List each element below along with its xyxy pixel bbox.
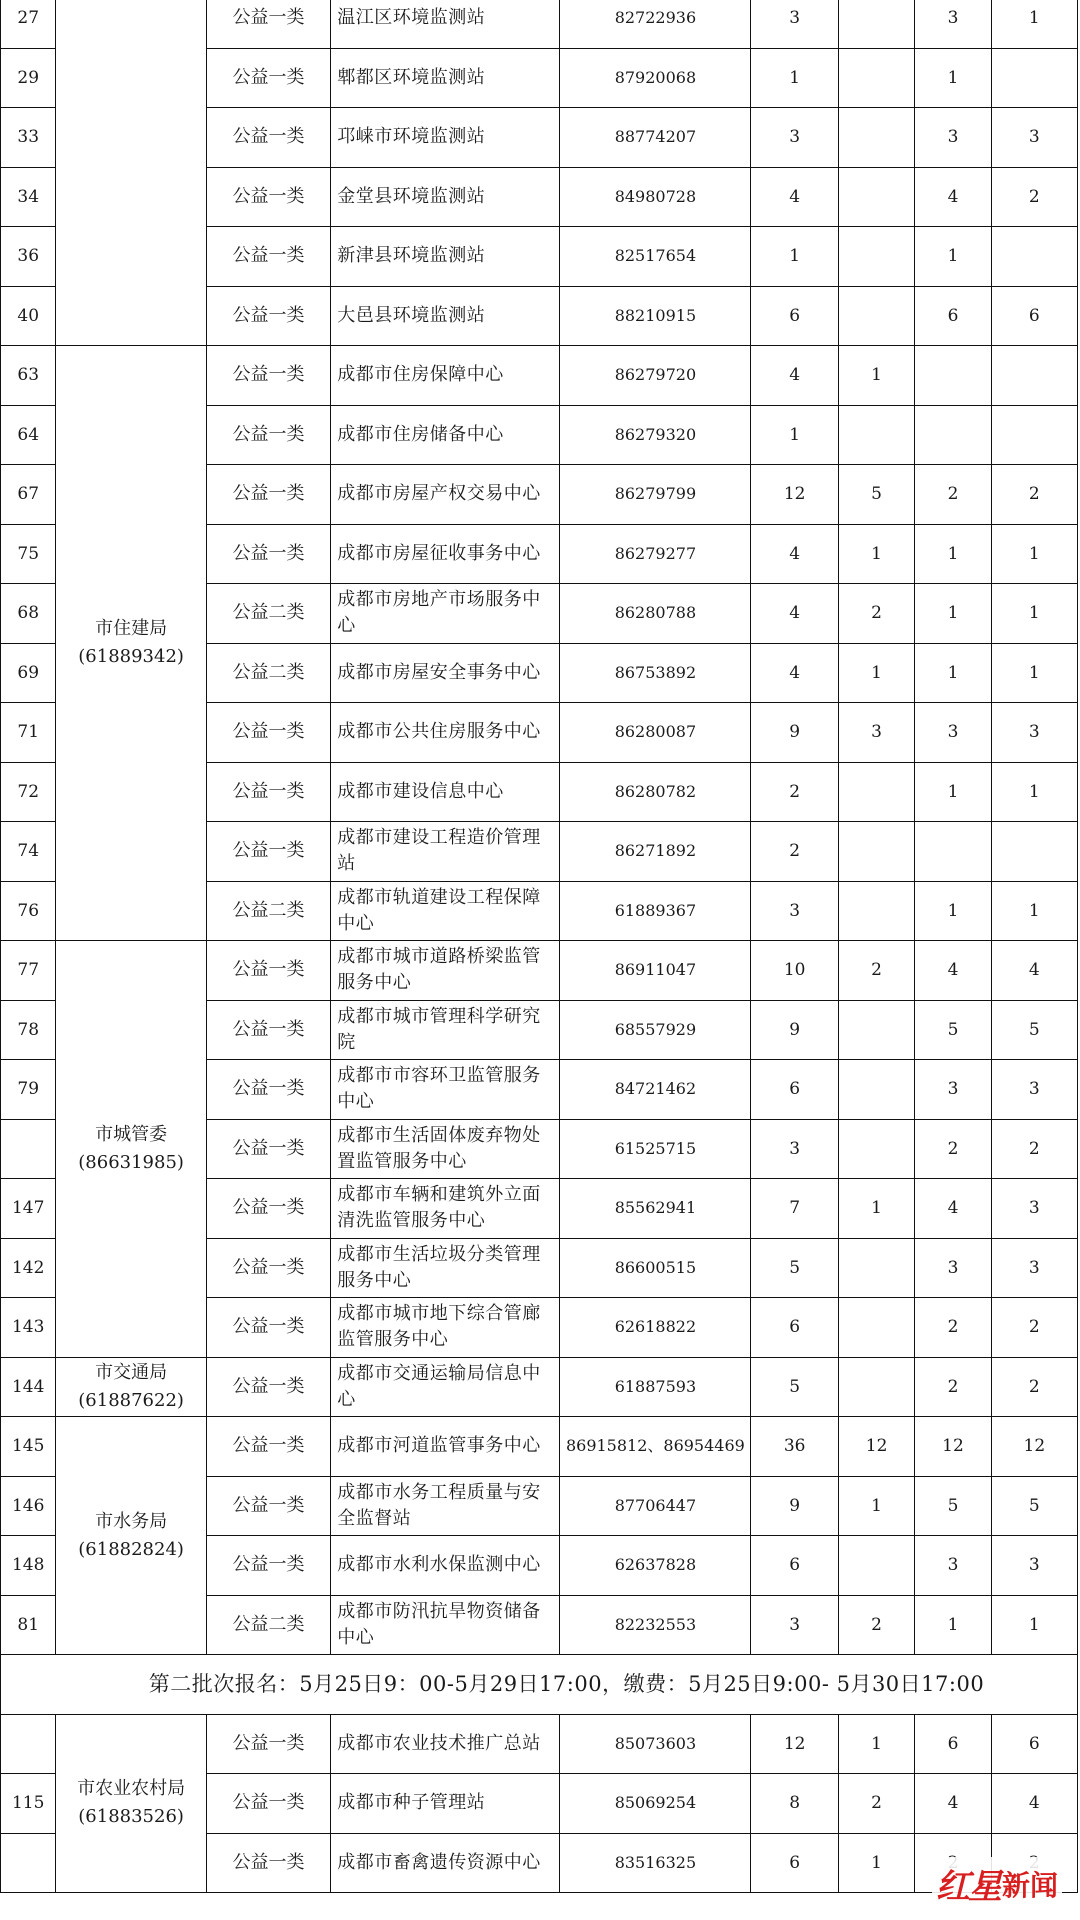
category-cell: 公益二类 <box>206 584 330 644</box>
count-cell <box>838 0 914 48</box>
category-cell: 公益一类 <box>206 286 330 346</box>
count-cell: 1 <box>838 643 914 703</box>
row-number: 143 <box>1 1298 56 1358</box>
count-cell: 1 <box>838 1714 914 1774</box>
department-phone: (61883526) <box>78 1806 184 1828</box>
count-cell: 6 <box>751 286 838 346</box>
count-cell: 6 <box>751 1833 838 1893</box>
count-cell: 4 <box>751 524 838 584</box>
table-row <box>1 0 1078 48</box>
row-number: 34 <box>1 167 56 227</box>
unit-name-cell: 成都市建设信息中心 <box>331 762 560 822</box>
row-number: 29 <box>1 48 56 108</box>
phone-cell: 88774207 <box>560 108 751 168</box>
row-number: 71 <box>1 703 56 763</box>
category-cell: 公益一类 <box>206 822 330 882</box>
count-cell: 2 <box>838 1774 914 1834</box>
department-cell <box>56 1357 206 1417</box>
unit-name-cell: 成都市防汛抗旱物资储备中心 <box>331 1595 560 1655</box>
count-cell <box>838 227 914 287</box>
unit-name-cell: 成都市房地产市场服务中心 <box>331 584 560 644</box>
count-cell: 3 <box>991 108 1077 168</box>
category-cell: 公益一类 <box>206 1714 330 1774</box>
count-cell: 6 <box>915 1714 991 1774</box>
count-cell: 3 <box>915 0 991 48</box>
count-cell: 2 <box>915 465 991 525</box>
row-number: 36 <box>1 227 56 287</box>
unit-name-cell: 新津县环境监测站 <box>331 227 560 287</box>
count-cell: 8 <box>751 1774 838 1834</box>
row-number: 142 <box>1 1238 56 1298</box>
count-cell: 5 <box>915 1000 991 1060</box>
department-name: 市水务局 <box>95 1510 168 1532</box>
table-row <box>1 941 1078 1001</box>
unit-name-cell: 成都市水务工程质量与安全监督站 <box>331 1476 560 1536</box>
category-cell: 公益一类 <box>206 762 330 822</box>
phone-cell: 84980728 <box>560 167 751 227</box>
count-cell: 1 <box>751 227 838 287</box>
count-cell: 3 <box>991 1179 1077 1239</box>
department-phone: (86631985) <box>78 1151 184 1173</box>
count-cell: 5 <box>915 1476 991 1536</box>
count-cell: 10 <box>751 941 838 1001</box>
row-number <box>1 1714 56 1774</box>
category-cell: 公益一类 <box>206 1238 330 1298</box>
unit-name-cell: 成都市房屋产权交易中心 <box>331 465 560 525</box>
category-cell: 公益一类 <box>206 346 330 406</box>
row-number: 146 <box>1 1476 56 1536</box>
count-cell: 2 <box>751 762 838 822</box>
department-phone: (61887622) <box>78 1389 184 1411</box>
department-cell <box>56 941 206 1358</box>
count-cell: 6 <box>751 1060 838 1120</box>
count-cell: 2 <box>838 1595 914 1655</box>
category-cell: 公益一类 <box>206 227 330 287</box>
count-cell: 3 <box>991 1238 1077 1298</box>
row-number: 77 <box>1 941 56 1001</box>
count-cell: 36 <box>751 1417 838 1477</box>
count-cell: 6 <box>991 1714 1077 1774</box>
count-cell: 1 <box>751 48 838 108</box>
count-cell: 1 <box>915 584 991 644</box>
category-cell: 公益一类 <box>206 1357 330 1417</box>
phone-cell: 88210915 <box>560 286 751 346</box>
count-cell: 2 <box>991 167 1077 227</box>
count-cell: 3 <box>991 1536 1077 1596</box>
count-cell: 1 <box>915 1595 991 1655</box>
count-cell <box>838 48 914 108</box>
row-number: 27 <box>1 0 56 48</box>
count-cell: 2 <box>991 1357 1077 1417</box>
count-cell: 3 <box>915 703 991 763</box>
count-cell: 9 <box>751 1000 838 1060</box>
category-cell: 公益一类 <box>206 1476 330 1536</box>
count-cell <box>991 48 1077 108</box>
unit-name-cell: 成都市市容环卫监管服务中心 <box>331 1060 560 1120</box>
count-cell: 3 <box>915 1060 991 1120</box>
table-row <box>1 1357 1078 1417</box>
count-cell: 4 <box>915 941 991 1001</box>
unit-name-cell: 成都市住房保障中心 <box>331 346 560 406</box>
unit-name-cell: 成都市畜禽遗传资源中心 <box>331 1833 560 1893</box>
phone-cell: 86279320 <box>560 405 751 465</box>
row-number: 148 <box>1 1536 56 1596</box>
count-cell <box>838 108 914 168</box>
count-cell: 4 <box>751 584 838 644</box>
count-cell: 1 <box>915 227 991 287</box>
watermark-text: 新闻 <box>1001 1868 1058 1902</box>
count-cell: 5 <box>991 1000 1077 1060</box>
count-cell <box>915 346 991 406</box>
count-cell <box>838 1238 914 1298</box>
unit-name-cell: 成都市房屋征收事务中心 <box>331 524 560 584</box>
count-cell: 2 <box>915 1298 991 1358</box>
department-name: 市交通局 <box>95 1361 168 1383</box>
phone-cell: 87920068 <box>560 48 751 108</box>
unit-name-cell: 成都市水利水保监测中心 <box>331 1536 560 1596</box>
count-cell: 1 <box>991 0 1077 48</box>
count-cell: 1 <box>991 584 1077 644</box>
count-cell: 2 <box>915 1119 991 1179</box>
department-cell <box>56 1417 206 1655</box>
category-cell: 公益一类 <box>206 1060 330 1120</box>
phone-cell: 86280087 <box>560 703 751 763</box>
unit-name-cell: 成都市农业技术推广总站 <box>331 1714 560 1774</box>
count-cell: 4 <box>751 346 838 406</box>
unit-name-cell: 郫都区环境监测站 <box>331 48 560 108</box>
phone-cell: 84721462 <box>560 1060 751 1120</box>
count-cell: 4 <box>915 1179 991 1239</box>
count-cell: 5 <box>991 1476 1077 1536</box>
unit-name-cell: 成都市公共住房服务中心 <box>331 703 560 763</box>
count-cell <box>915 405 991 465</box>
row-number: 40 <box>1 286 56 346</box>
count-cell: 12 <box>838 1417 914 1477</box>
phone-cell: 86915812、86954469 <box>560 1417 751 1477</box>
count-cell: 1 <box>991 762 1077 822</box>
count-cell <box>991 346 1077 406</box>
category-cell: 公益一类 <box>206 1774 330 1834</box>
count-cell: 2 <box>915 1357 991 1417</box>
count-cell: 6 <box>915 286 991 346</box>
unit-name-cell: 成都市车辆和建筑外立面清洗监管服务中心 <box>331 1179 560 1239</box>
count-cell: 1 <box>838 346 914 406</box>
count-cell: 3 <box>991 1060 1077 1120</box>
count-cell: 1 <box>915 762 991 822</box>
phone-cell: 61887593 <box>560 1357 751 1417</box>
phone-cell: 82722936 <box>560 0 751 48</box>
row-number: 79 <box>1 1060 56 1120</box>
row-number: 145 <box>1 1417 56 1477</box>
unit-name-cell: 成都市生活垃圾分类管理服务中心 <box>331 1238 560 1298</box>
count-cell: 3 <box>915 1536 991 1596</box>
count-cell <box>838 1357 914 1417</box>
count-cell: 1 <box>915 881 991 941</box>
unit-name-cell: 成都市轨道建设工程保障中心 <box>331 881 560 941</box>
count-cell: 4 <box>991 941 1077 1001</box>
phone-cell: 86280788 <box>560 584 751 644</box>
count-cell <box>838 822 914 882</box>
row-number: 67 <box>1 465 56 525</box>
count-cell: 2 <box>991 1298 1077 1358</box>
watermark <box>932 1857 1062 1910</box>
phone-cell: 83516325 <box>560 1833 751 1893</box>
count-cell: 3 <box>838 703 914 763</box>
count-cell: 2 <box>751 822 838 882</box>
count-cell: 5 <box>751 1357 838 1417</box>
table-body <box>1 0 1078 1893</box>
category-cell: 公益一类 <box>206 703 330 763</box>
row-number: 33 <box>1 108 56 168</box>
phone-cell: 82517654 <box>560 227 751 287</box>
row-number: 75 <box>1 524 56 584</box>
department-cell <box>56 346 206 941</box>
watermark-logo-mark: 红星 <box>935 1867 1000 1907</box>
count-cell <box>838 881 914 941</box>
count-cell <box>838 1000 914 1060</box>
count-cell: 1 <box>915 524 991 584</box>
count-cell: 12 <box>915 1417 991 1477</box>
count-cell: 6 <box>751 1298 838 1358</box>
count-cell: 1 <box>991 524 1077 584</box>
category-cell: 公益一类 <box>206 1833 330 1893</box>
count-cell: 2 <box>991 1119 1077 1179</box>
count-cell: 3 <box>751 1119 838 1179</box>
department-name: 市农业农村局 <box>77 1778 186 1800</box>
category-cell: 公益一类 <box>206 941 330 1001</box>
table-row <box>1 1714 1078 1774</box>
category-cell: 公益一类 <box>206 1417 330 1477</box>
batch-notice: 第二批次报名：5月25日9：00-5月29日17:00，缴费：5月25日9:00- 5月30日17:00 <box>56 1655 1078 1715</box>
phone-cell: 62637828 <box>560 1536 751 1596</box>
count-cell: 9 <box>751 703 838 763</box>
category-cell: 公益一类 <box>206 167 330 227</box>
count-cell <box>991 822 1077 882</box>
count-cell: 2 <box>838 941 914 1001</box>
count-cell <box>838 286 914 346</box>
count-cell: 1 <box>991 881 1077 941</box>
count-cell: 2 <box>991 465 1077 525</box>
count-cell <box>838 1536 914 1596</box>
table-row <box>1 1417 1078 1477</box>
row-number: 64 <box>1 405 56 465</box>
row-number: 69 <box>1 643 56 703</box>
category-cell: 公益二类 <box>206 1595 330 1655</box>
count-cell: 6 <box>751 1536 838 1596</box>
phone-cell: 87706447 <box>560 1476 751 1536</box>
phone-cell: 86279277 <box>560 524 751 584</box>
category-cell: 公益一类 <box>206 465 330 525</box>
count-cell: 1 <box>991 643 1077 703</box>
unit-name-cell: 成都市河道监管事务中心 <box>331 1417 560 1477</box>
count-cell: 1 <box>915 643 991 703</box>
phone-cell: 86279720 <box>560 346 751 406</box>
count-cell <box>838 167 914 227</box>
blank-cell <box>1 1655 56 1715</box>
department-phone: (61889342) <box>78 646 184 667</box>
count-cell: 12 <box>991 1417 1077 1477</box>
count-cell <box>838 1298 914 1358</box>
count-cell: 3 <box>915 108 991 168</box>
count-cell: 1 <box>838 1476 914 1536</box>
phone-cell: 86911047 <box>560 941 751 1001</box>
unit-name-cell: 成都市城市道路桥梁监管服务中心 <box>331 941 560 1001</box>
category-cell: 公益一类 <box>206 0 330 48</box>
phone-cell: 85073603 <box>560 1714 751 1774</box>
category-cell: 公益一类 <box>206 524 330 584</box>
row-number: 72 <box>1 762 56 822</box>
count-cell <box>915 822 991 882</box>
unit-name-cell: 大邑县环境监测站 <box>331 286 560 346</box>
count-cell <box>838 1060 914 1120</box>
category-cell: 公益一类 <box>206 48 330 108</box>
count-cell: 1 <box>751 405 838 465</box>
count-cell: 3 <box>991 703 1077 763</box>
count-cell: 1 <box>838 1179 914 1239</box>
unit-name-cell: 成都市城市地下综合管廊监管服务中心 <box>331 1298 560 1358</box>
phone-cell: 61525715 <box>560 1119 751 1179</box>
department-cell <box>56 1714 206 1893</box>
count-cell: 5 <box>838 465 914 525</box>
category-cell: 公益二类 <box>206 643 330 703</box>
row-number: 81 <box>1 1595 56 1655</box>
department-name: 市城管委 <box>95 1123 168 1145</box>
row-number <box>1 1119 56 1179</box>
unit-name-cell: 温江区环境监测站 <box>331 0 560 48</box>
department-phone: (61882824) <box>78 1538 184 1560</box>
phone-cell: 86753892 <box>560 643 751 703</box>
count-cell: 12 <box>751 1714 838 1774</box>
count-cell: 4 <box>991 1774 1077 1834</box>
row-number: 63 <box>1 346 56 406</box>
phone-cell: 86279799 <box>560 465 751 525</box>
count-cell: 1 <box>991 1595 1077 1655</box>
phone-cell: 68557929 <box>560 1000 751 1060</box>
count-cell <box>838 405 914 465</box>
category-cell: 公益一类 <box>206 1179 330 1239</box>
row-number: 144 <box>1 1357 56 1417</box>
row-number: 115 <box>1 1774 56 1834</box>
category-cell: 公益二类 <box>206 881 330 941</box>
phone-cell: 85069254 <box>560 1774 751 1834</box>
count-cell <box>991 405 1077 465</box>
row-number: 76 <box>1 881 56 941</box>
row-number <box>1 1833 56 1893</box>
batch-row <box>1 1655 1078 1715</box>
department-phone <box>56 0 205 3</box>
unit-name-cell: 成都市房屋安全事务中心 <box>331 643 560 703</box>
count-cell: 3 <box>915 1238 991 1298</box>
count-cell: 3 <box>751 1595 838 1655</box>
category-cell: 公益一类 <box>206 1536 330 1596</box>
unit-name-cell: 金堂县环境监测站 <box>331 167 560 227</box>
category-cell: 公益一类 <box>206 108 330 168</box>
count-cell: 5 <box>751 1238 838 1298</box>
count-cell: 1 <box>915 48 991 108</box>
count-cell: 4 <box>915 1774 991 1834</box>
count-cell: 12 <box>751 465 838 525</box>
count-cell: 4 <box>751 643 838 703</box>
unit-name-cell: 成都市住房储备中心 <box>331 405 560 465</box>
category-cell: 公益一类 <box>206 405 330 465</box>
count-cell: 3 <box>751 108 838 168</box>
unit-name-cell: 成都市种子管理站 <box>331 1774 560 1834</box>
count-cell: 9 <box>751 1476 838 1536</box>
count-cell: 3 <box>751 881 838 941</box>
count-cell: 6 <box>991 286 1077 346</box>
unit-name-cell: 成都市生活固体废弃物处置监管服务中心 <box>331 1119 560 1179</box>
unit-name-cell: 邛崃市环境监测站 <box>331 108 560 168</box>
row-number: 68 <box>1 584 56 644</box>
count-cell: 1 <box>838 524 914 584</box>
count-cell: 2 <box>838 584 914 644</box>
count-cell <box>838 762 914 822</box>
table-row <box>1 346 1078 406</box>
row-number: 147 <box>1 1179 56 1239</box>
unit-name-cell: 成都市建设工程造价管理站 <box>331 822 560 882</box>
count-cell: 7 <box>751 1179 838 1239</box>
phone-cell: 86600515 <box>560 1238 751 1298</box>
count-cell <box>991 227 1077 287</box>
count-cell: 1 <box>838 1833 914 1893</box>
phone-cell: 82232553 <box>560 1595 751 1655</box>
count-cell: 3 <box>751 0 838 48</box>
category-cell: 公益一类 <box>206 1298 330 1358</box>
count-cell: 4 <box>751 167 838 227</box>
phone-cell: 85562941 <box>560 1179 751 1239</box>
department-name: 市住建局 <box>95 618 168 639</box>
count-cell: 4 <box>915 167 991 227</box>
phone-cell: 62618822 <box>560 1298 751 1358</box>
row-number: 74 <box>1 822 56 882</box>
phone-cell: 61889367 <box>560 881 751 941</box>
row-number: 78 <box>1 1000 56 1060</box>
unit-name-cell: 成都市城市管理科学研究院 <box>331 1000 560 1060</box>
category-cell: 公益一类 <box>206 1000 330 1060</box>
phone-cell: 86280782 <box>560 762 751 822</box>
category-cell: 公益一类 <box>206 1119 330 1179</box>
unit-name-cell: 成都市交通运输局信息中心 <box>331 1357 560 1417</box>
department-cell <box>56 0 206 346</box>
phone-cell: 86271892 <box>560 822 751 882</box>
count-cell <box>838 1119 914 1179</box>
